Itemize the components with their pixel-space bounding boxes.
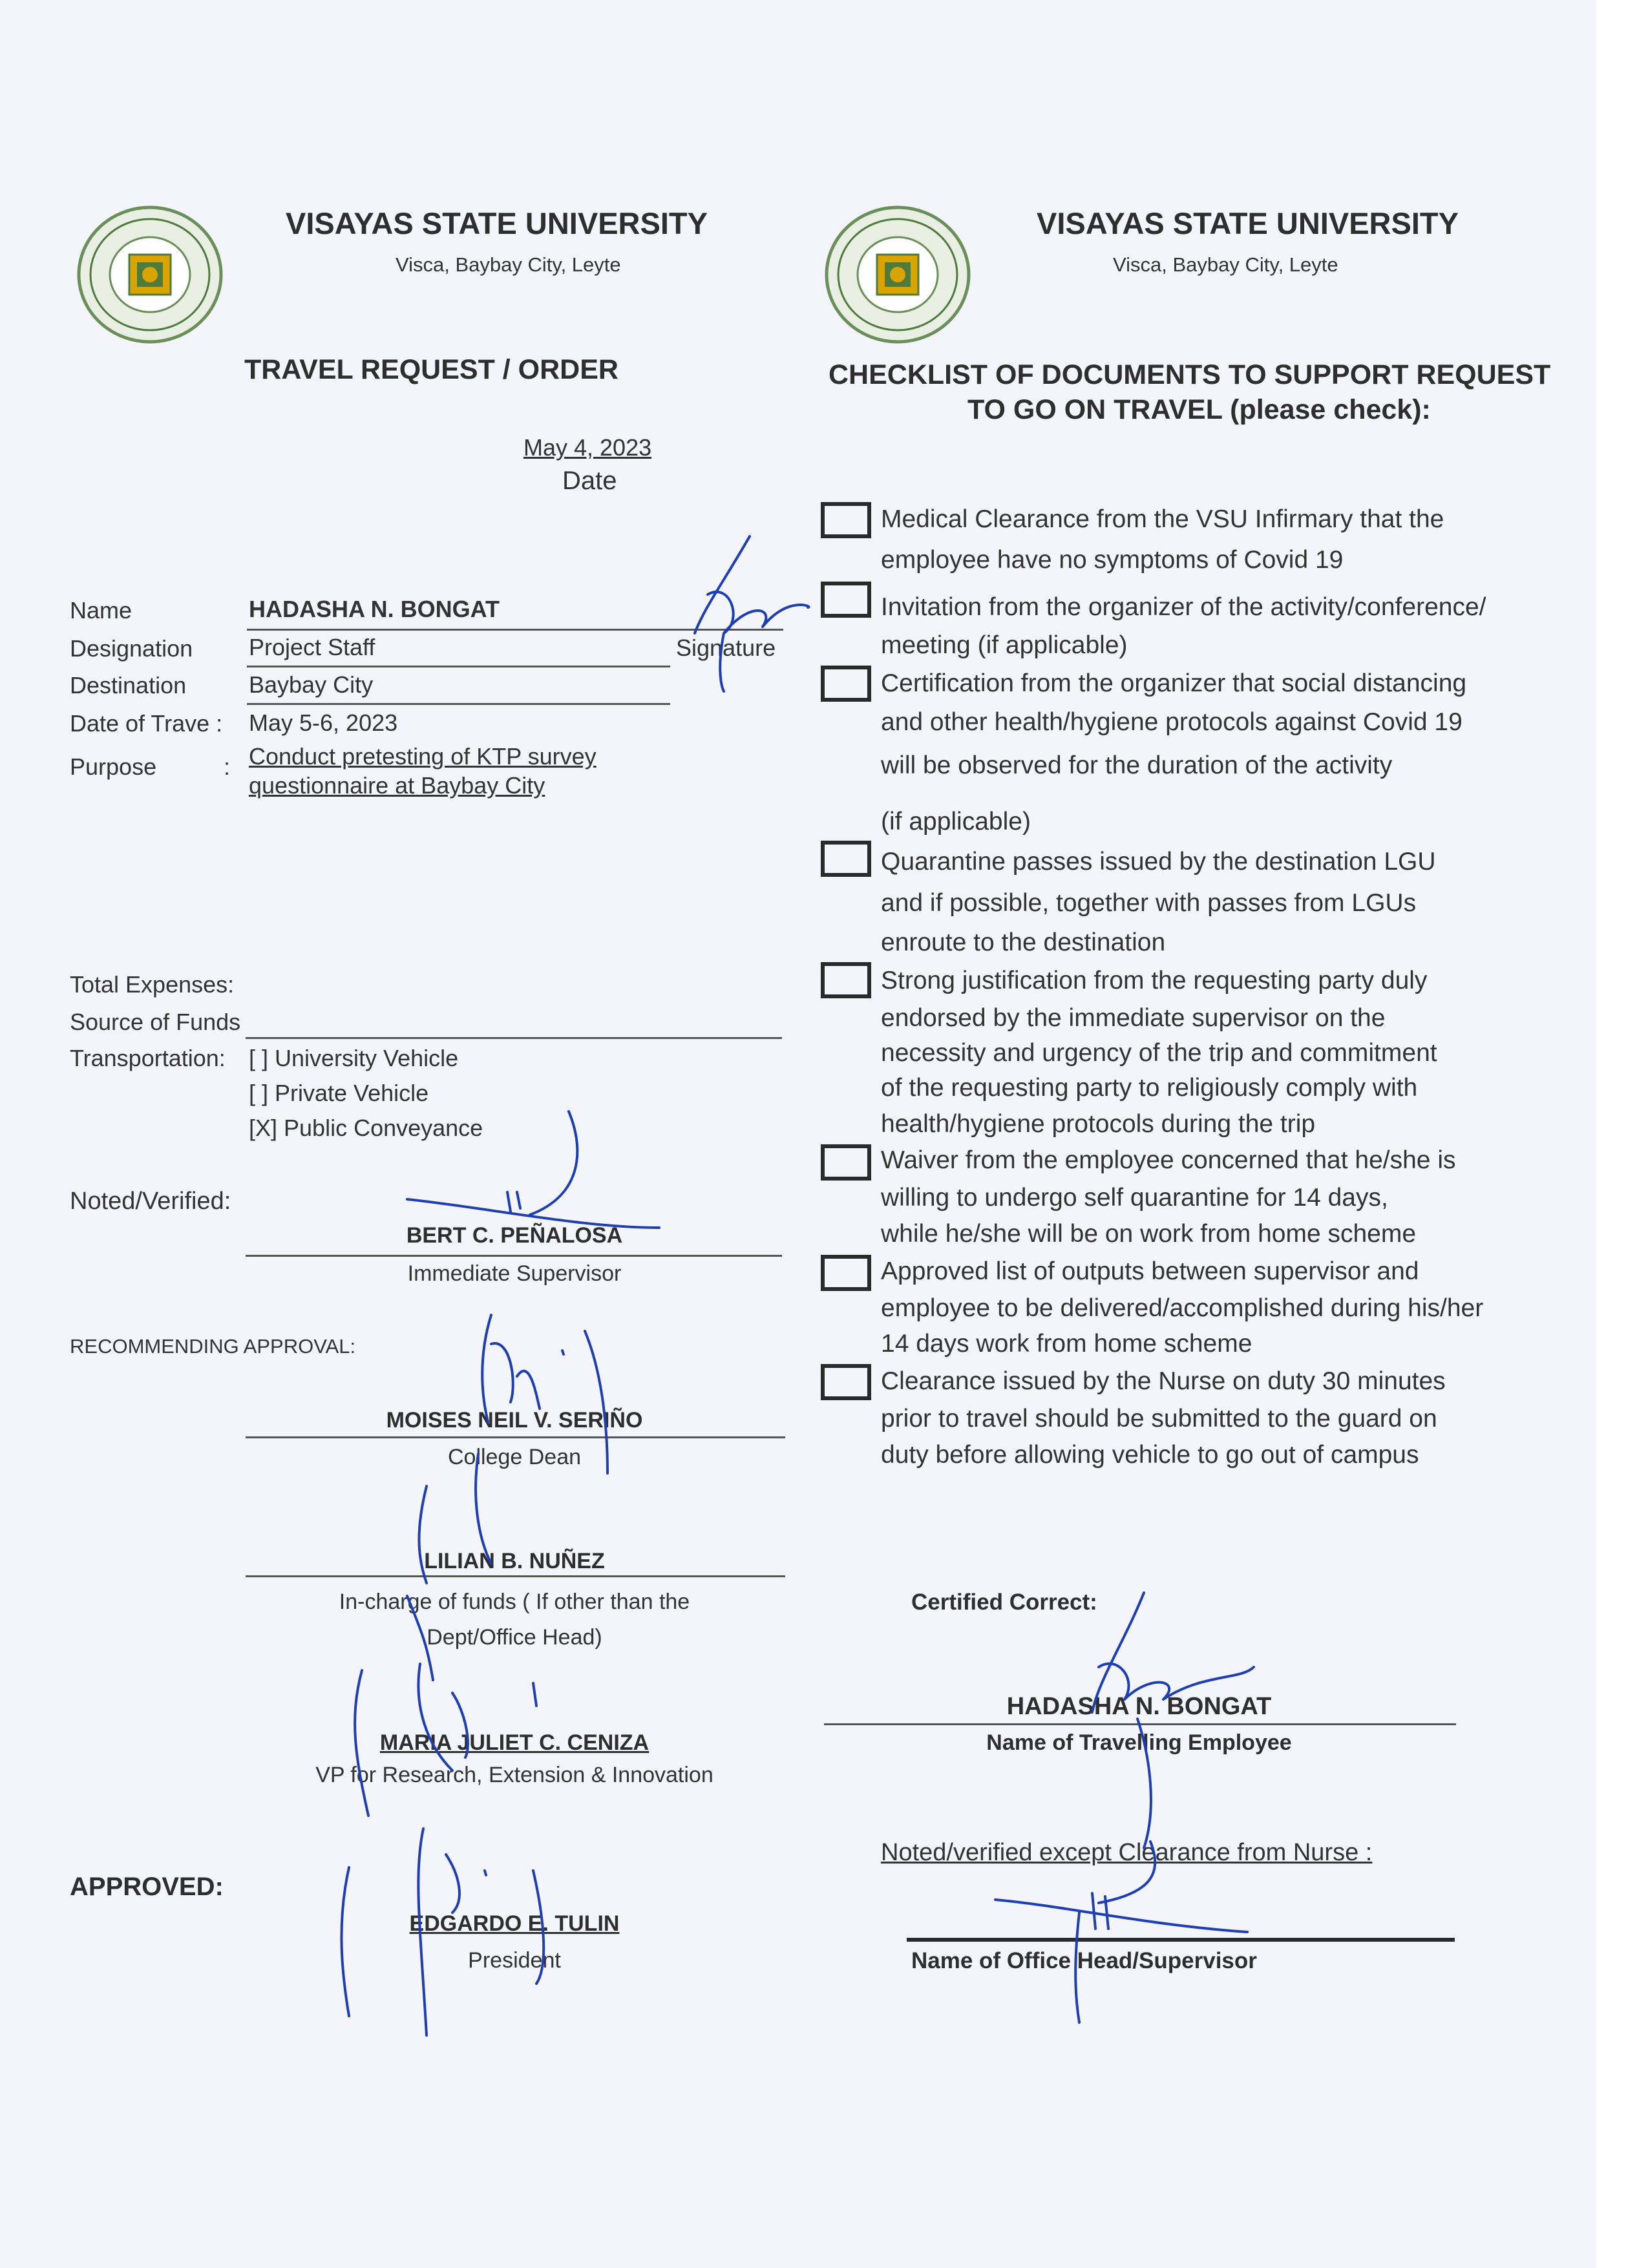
checklist-item-8-line-3: duty before allowing vehicle to go out of campus <box>881 1441 1419 1469</box>
total-expenses-label: Total Expenses: <box>70 971 235 998</box>
checklist-item-4-line-3: enroute to the destination <box>881 929 1166 956</box>
signature-funds-incharge <box>407 1454 491 1680</box>
vp-role: VP for Research, Extension & Innovation <box>315 1763 713 1787</box>
checklist-item-7-line-3: 14 days work from home scheme <box>881 1330 1252 1358</box>
university-name: VISAYAS STATE UNIVERSITY <box>286 206 708 240</box>
request-date-value: May 4, 2023 <box>523 434 652 461</box>
funds-incharge-role-line-2: Dept/Office Head) <box>427 1625 602 1650</box>
designation-value: Project Staff <box>249 634 375 660</box>
purpose-label: Purpose <box>70 753 157 780</box>
approved-label: APPROVED: <box>70 1873 224 1901</box>
noted-verified-label: Noted/Verified: <box>70 1188 231 1215</box>
designation-label: Designation <box>70 635 193 662</box>
signature-office-head <box>995 1842 1247 2022</box>
signature-label: Signature <box>676 635 776 661</box>
president-name: EDGARDO E. TULIN <box>409 1911 620 1936</box>
checklist-item-7-line-1: Approved list of outputs between supervisor and <box>881 1257 1419 1285</box>
dean-name: MOISES NEIL V. SERIÑO <box>386 1408 643 1433</box>
source-of-funds-label: Source of Funds <box>70 1009 241 1035</box>
name-label: Name <box>70 597 132 624</box>
checklist-item-3-line-4: (if applicable) <box>881 808 1031 835</box>
checklist-item-8-line-2: prior to travel should be submitted to the guard on <box>881 1405 1437 1433</box>
transportation-label: Transportation: <box>70 1045 226 1071</box>
form-title: TRAVEL REQUEST / ORDER <box>244 354 618 385</box>
checklist-item-2-line-1: Invitation from the organizer of the activity/conference/ <box>881 593 1486 621</box>
transport-university-vehicle: [ ] University Vehicle <box>249 1045 459 1071</box>
checklist-title-line-1: CHECKLIST OF DOCUMENTS TO SUPPORT REQUEST <box>829 359 1551 390</box>
recommending-approval-label: RECOMMENDING APPROVAL: <box>70 1335 356 1358</box>
signature-applicant-top <box>695 536 809 691</box>
signature-dean <box>482 1315 607 1473</box>
supervisor-name: BERT C. PEÑALOSA <box>406 1223 623 1248</box>
checklist-item-3-line-3: will be observed for the duration of the activity <box>881 751 1393 779</box>
funds-incharge-name: LILIAN B. NUÑEZ <box>424 1549 605 1573</box>
office-head-label: Name of Office Head/Supervisor <box>911 1948 1257 1973</box>
checklist-item-5-line-1: Strong justification from the requesting party duly <box>881 967 1428 994</box>
university-address-right: Visca, Baybay City, Leyte <box>1113 253 1338 276</box>
vp-name: MARIA JULIET C. CENIZA <box>379 1730 650 1755</box>
university-address: Visca, Baybay City, Leyte <box>396 253 621 276</box>
paper-edge <box>1596 0 1648 2268</box>
purpose-line-2: questionnaire at Baybay City <box>249 772 545 799</box>
certified-correct-label: Certified Correct: <box>911 1590 1097 1615</box>
university-name-right: VISAYAS STATE UNIVERSITY <box>1037 206 1459 240</box>
transport-public-conveyance: [X] Public Conveyance <box>249 1115 483 1141</box>
purpose-line-1: Conduct pretesting of KTP survey <box>249 743 597 770</box>
purpose-colon: : <box>224 753 231 780</box>
name-value: HADASHA N. BONGAT <box>249 596 500 622</box>
signature-vp <box>355 1664 536 1816</box>
checklist-item-6-line-1: Waiver from the employee concerned that he/she is <box>881 1146 1456 1174</box>
checklist-item-8-line-1: Clearance issued by the Nurse on duty 30 minutes <box>881 1367 1446 1395</box>
signature-applicant-bottom <box>1092 1593 1254 1848</box>
checklist-item-5-line-5: health/hygiene protocols during the trip <box>881 1110 1316 1138</box>
president-role: President <box>468 1948 561 1973</box>
dean-role: College Dean <box>447 1445 582 1469</box>
date-of-travel-label: Date of Trave : <box>70 710 223 737</box>
supervisor-role: Immediate Supervisor <box>407 1261 622 1286</box>
checklist-item-2-line-2: meeting (if applicable) <box>881 631 1128 659</box>
transport-private-vehicle: [ ] Private Vehicle <box>249 1080 429 1106</box>
checklist-item-1-line-2: employee have no symptoms of Covid 19 <box>881 546 1344 574</box>
checklist-item-4-line-1: Quarantine passes issued by the destination LGU <box>881 848 1436 876</box>
destination-label: Destination <box>70 672 187 698</box>
request-date-label: Date <box>562 467 617 495</box>
destination-value: Baybay City <box>249 671 374 698</box>
date-of-travel-value: May 5-6, 2023 <box>249 709 398 736</box>
checklist-item-6-line-3: while he/she will be on work from home scheme <box>881 1220 1417 1248</box>
checklist-title-line-2: TO GO ON TRAVEL (please check): <box>967 394 1431 425</box>
checklist-item-1-line-1: Medical Clearance from the VSU Infirmary that the <box>881 505 1444 533</box>
signature-president <box>341 1829 544 2035</box>
checklist-item-3-line-2: and other health/hygiene protocols against Covid 19 <box>881 708 1463 736</box>
travelling-employee-name: HADASHA N. BONGAT <box>1006 1693 1272 1720</box>
signature-supervisor <box>407 1111 659 1228</box>
checklist-item-5-line-3: necessity and urgency of the trip and commitment <box>881 1039 1437 1067</box>
funds-incharge-role-line-1: In-charge of funds ( If other than the <box>339 1590 690 1614</box>
checklist-item-7-line-2: employee to be delivered/accomplished during his/her <box>881 1294 1484 1322</box>
checklist-item-6-line-2: willing to undergo self quarantine for 14 days, <box>881 1184 1388 1212</box>
checklist-item-5-line-4: of the requesting party to religiously comply with <box>881 1074 1418 1102</box>
checklist-item-4-line-2: and if possible, together with passes from LGUs <box>881 889 1417 917</box>
travelling-employee-label: Name of Travelling Employee <box>986 1730 1292 1755</box>
checklist-item-3-line-1: Certification from the organizer that social distancing <box>881 669 1467 697</box>
checklist-item-5-line-2: endorsed by the immediate supervisor on the <box>881 1004 1386 1032</box>
noted-except-nurse-label: Noted/verified except Clearance from Nurse : <box>881 1839 1373 1866</box>
